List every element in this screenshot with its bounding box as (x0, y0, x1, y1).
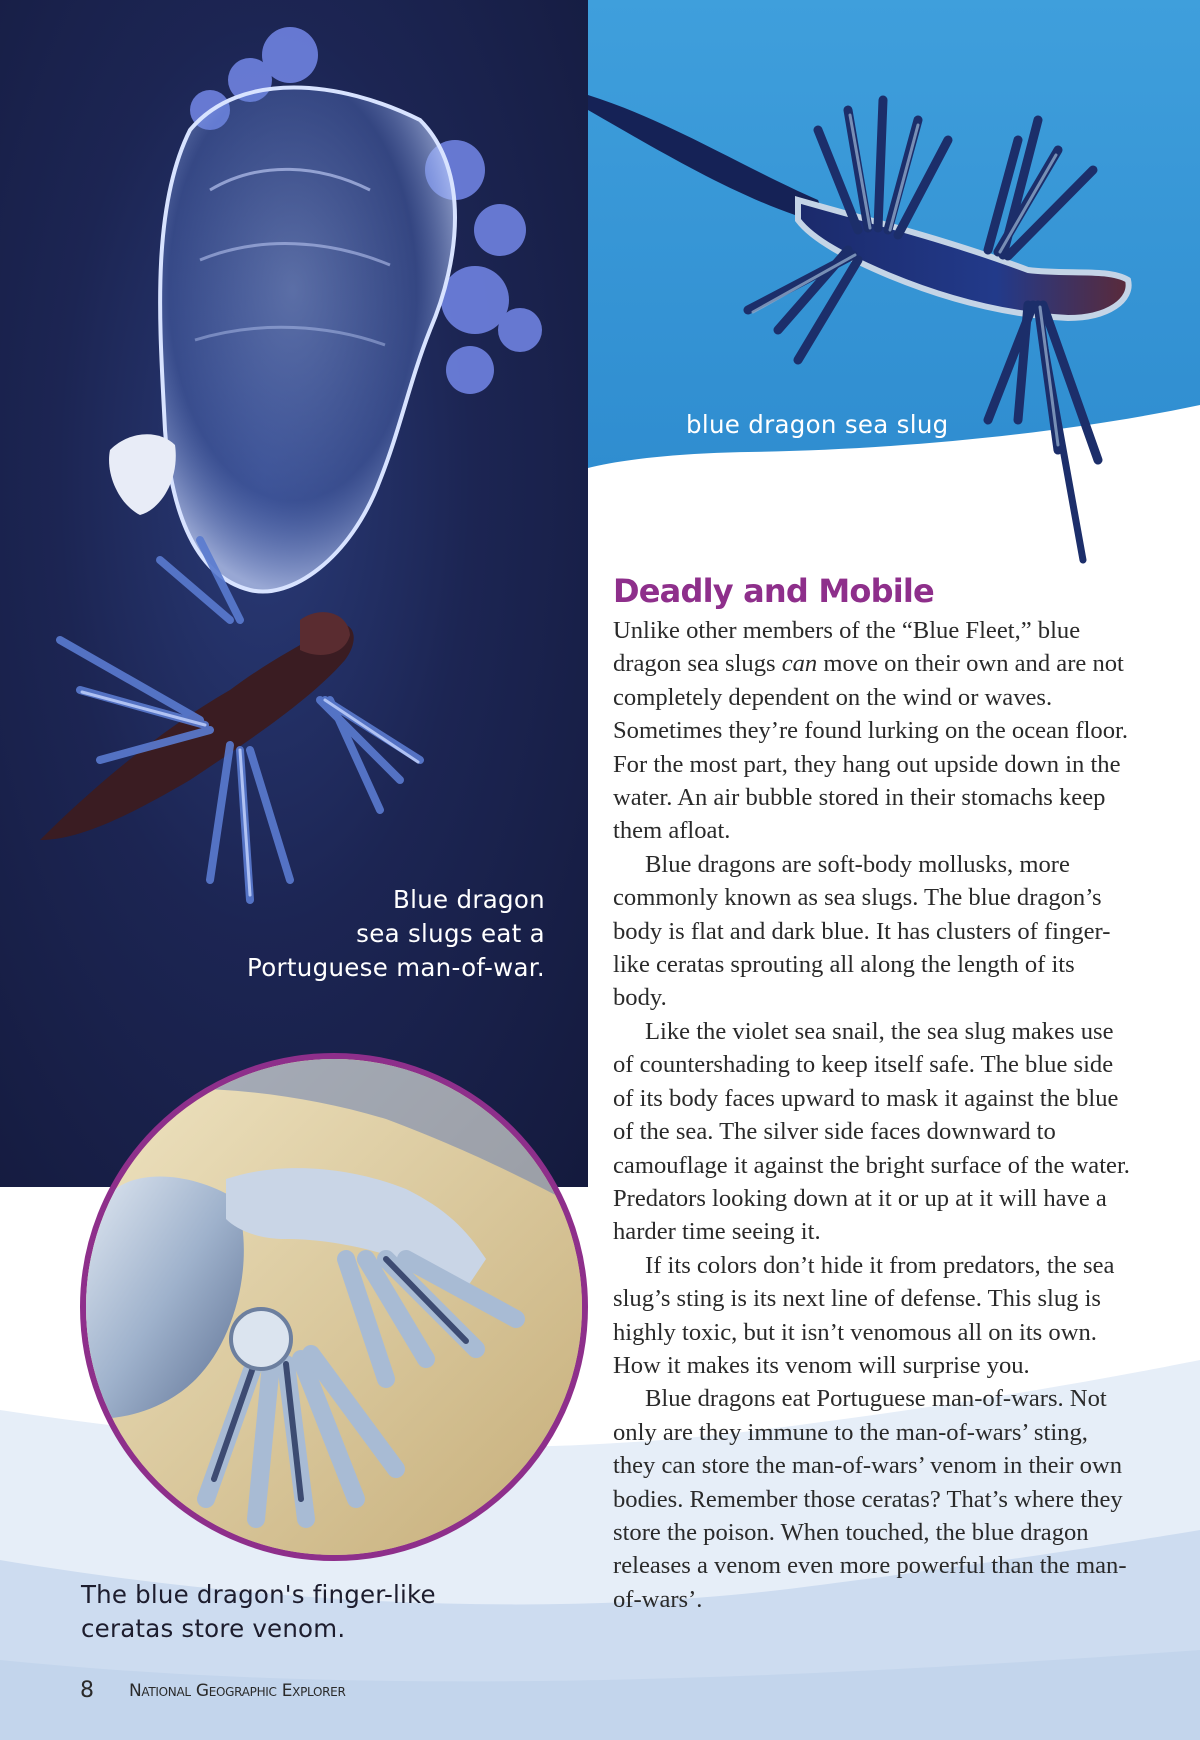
sea-slug-caption: blue dragon sea slug (686, 410, 949, 439)
paragraph-1 (613, 614, 1133, 848)
ceratas-caption: The blue dragon's finger-like ceratas store venom. (81, 1580, 436, 1643)
man-of-war-caption: Blue dragon sea slugs eat a Portuguese man-of-war. (247, 885, 545, 982)
paragraph-1-start: Unlike other members of the “Blue Fleet,” blue dragon sea slugs (613, 617, 1081, 678)
paragraph-1-emphasis: can (781, 650, 818, 678)
paragraph-3: Like the violet sea snail, the sea slug makes use of countershading to keep itself safe. The blue side of its body faces upward to mask it against the blue of the sea. The silver side faces downward to camouflage it against the bright surface of the water. Predators looking down at it or up at it will have a harder time seeing it. (613, 1017, 1130, 1246)
man-of-war-photo (0, 0, 588, 1187)
paragraph-2: Blue dragons are soft-body mollusks, more commonly known as sea slugs. The blue dragon’s body is flat and dark blue. It has clusters of finger-like ceratas sprouting all along the length of its body. (613, 850, 1111, 1012)
article-body (613, 614, 1133, 1616)
paragraph-1-end: move on their own and are not completely dependent on the wind or waves. Sometimes they’re found lurking on the ocean floor. For the most part, they hang out upside down in the water. An air bubble stored in their stomachs keep them afloat. (613, 650, 1128, 845)
paragraph-4: If its colors don’t hide it from predators, the sea slug’s sting is its next line of defense. This slug is highly toxic, but it isn’t venomous all on its own. How it makes its venom will surprise you. (613, 1251, 1115, 1379)
paragraph-5: Blue dragons eat Portuguese man-of-wars. Not only are they immune to the man-of-wars’ sting, they can store the man-of-wars’ venom in their own bodies. Remember those ceratas? That’s where they store the poison. When touched, the blue dragon releases a venom even more powerful than the man-of-wars’. (613, 1385, 1127, 1613)
page-number: 8 (80, 1678, 94, 1703)
ceratas-closeup-photo (80, 1053, 588, 1561)
article-heading: Deadly and Mobile (613, 572, 934, 610)
blue-dragon-photo-top (588, 0, 1200, 660)
magazine-title: National Geographic Explorer (129, 1681, 346, 1701)
